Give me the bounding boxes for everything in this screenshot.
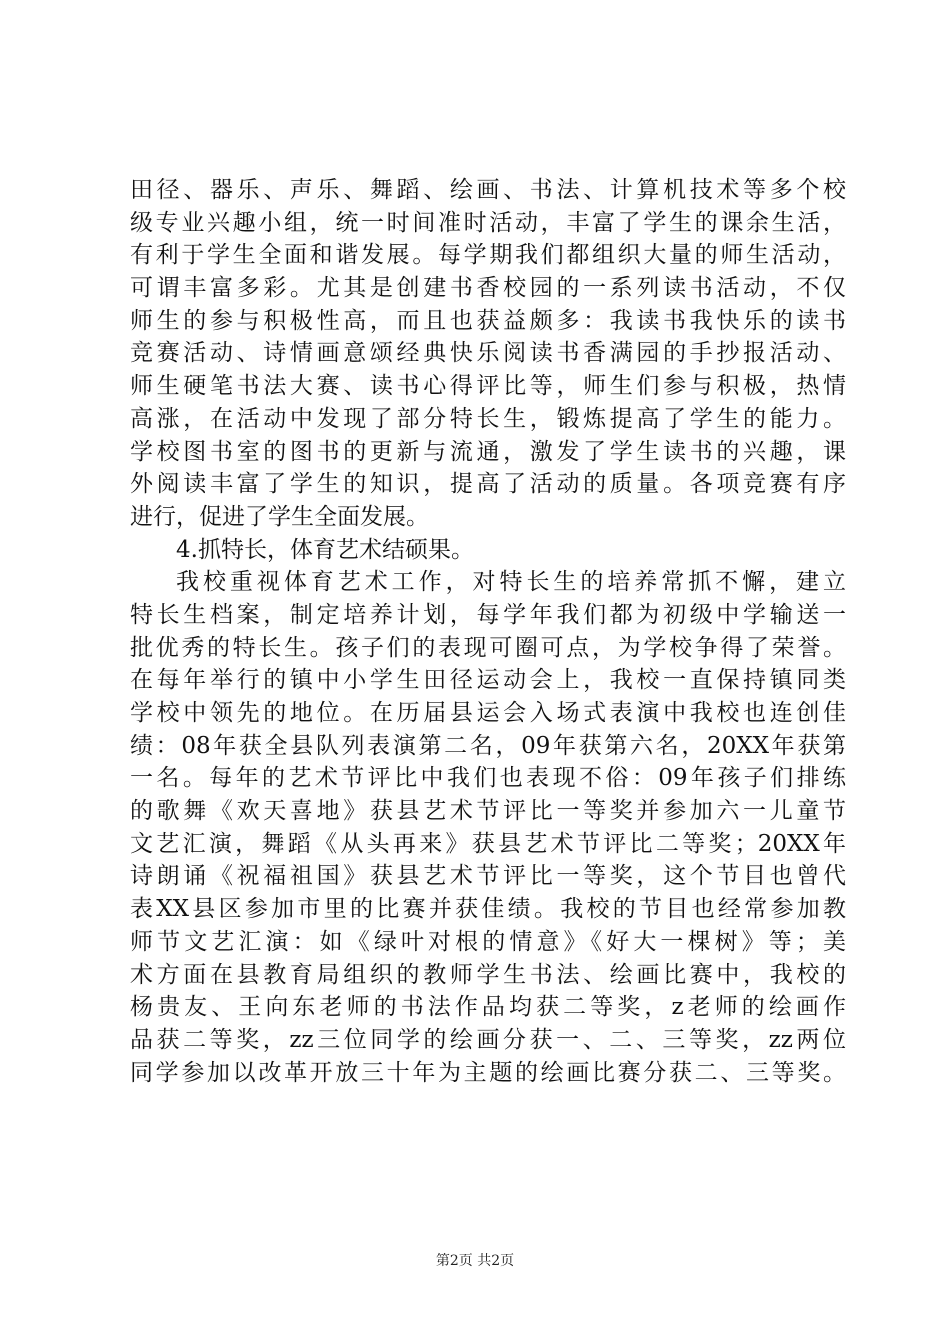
text-line: 师生硬笔书法大赛、读书心得评比等，师生们参与积极，热情 (130, 373, 846, 400)
text-line: 学校图书室的图书的更新与流通，激发了学生读书的兴趣，课 (130, 438, 846, 465)
text-line: 一名。每年的艺术节评比中我们也表现不俗：09年孩子们排练 (130, 765, 846, 792)
text-line: 的歌舞《欢天喜地》获县艺术节评比一等奖并参加六一儿童节 (130, 798, 846, 825)
text-line: 师节文艺汇演：如《绿叶对根的情意》《好大一棵树》等；美 (130, 928, 846, 955)
paragraph-activities (130, 174, 846, 534)
text-line: 我校重视体育艺术工作，对特长生的培养常抓不懈，建立 (176, 569, 846, 596)
text-line: 学校中领先的地位。在历届县运会入场式表演中我校也连创佳 (130, 700, 846, 726)
text-line: 师生的参与积极性高，而且也获益颇多：我读书我快乐的读书 (130, 307, 846, 334)
text-line: 进行，促进了学生全面发展。 (130, 503, 429, 530)
text-line: 品获二等奖，zz三位同学的绘画分获一、二、三等奖，zz两位 (130, 1026, 846, 1053)
text-line: 绩：08年获全县队列表演第二名，09年获第六名，20XX年获第 (130, 732, 846, 759)
paragraph-sports-arts (130, 566, 846, 1089)
text-line: 杨贵友、王向东老师的书法作品均获二等奖，z老师的绘画作 (130, 994, 846, 1021)
text-line: 术方面在县教育局组织的教师学生书法、绘画比赛中，我校的 (130, 961, 846, 988)
text-line: 可谓丰富多彩。尤其是创建书香校园的一系列读书活动，不仅 (130, 275, 846, 302)
page-footer: 第2页 共2页 (435, 1253, 515, 1269)
text-line: 有利于学生全面和谐发展。每学期我们都组织大量的师生活动， (130, 242, 846, 269)
text-line: 批优秀的特长生。孩子们的表现可圈可点，为学校争得了荣誉。 (130, 634, 846, 661)
text-line: 表XX县区参加市里的比赛并获佳绩。我校的节目也经常参加教 (130, 896, 846, 923)
text-line: 田径、器乐、声乐、舞蹈、绘画、书法、计算机技术等多个校 (130, 177, 846, 203)
text-line: 级专业兴趣小组，统一时间准时活动，丰富了学生的课余生活， (130, 209, 846, 236)
text-line: 文艺汇演，舞蹈《从头再来》获县艺术节评比二等奖；20XX年 (130, 830, 846, 857)
text-line: 同学参加以改革开放三十年为主题的绘画比赛分获二、三等奖。 (130, 1059, 846, 1086)
text-line: 诗朗诵《祝福祖国》获县艺术节评比一等奖，这个节目也曾代 (130, 863, 846, 890)
document-body (130, 174, 846, 1089)
text-line: 在每年举行的镇中小学生田径运动会上，我校一直保持镇同类 (130, 667, 846, 694)
text-line: 高涨，在活动中发现了部分特长生，锻炼提高了学生的能力。 (130, 405, 846, 432)
text-line: 外阅读丰富了学生的知识，提高了活动的质量。各项竞赛有序 (130, 471, 846, 498)
text-line: 特长生档案，制定培养计划，每学年我们都为初级中学输送一 (130, 601, 846, 628)
text-line: 竞赛活动、诗情画意颂经典快乐阅读书香满园的手抄报活动、 (130, 340, 846, 367)
section-heading: 4.抓特长，体育艺术结硕果。 (176, 536, 474, 563)
